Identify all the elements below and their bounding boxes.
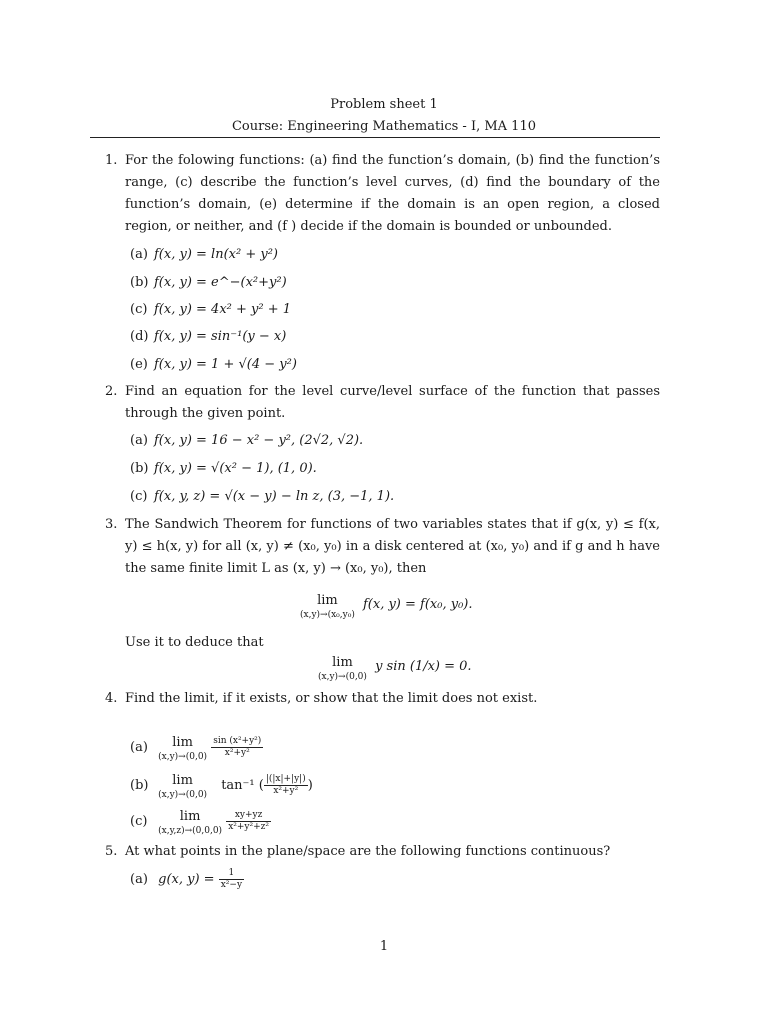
problem-5-number: 5. [105,844,118,859]
sheet-title: Problem sheet 1 [330,97,438,112]
page-number: 1 [379,939,389,954]
problem-1-item-b: (b) f(x, y) = e^−(x²+y²) [130,275,287,290]
problem-4-number: 4. [105,691,118,706]
problem-3-text: The Sandwich Theorem for functions of two variables states that if g(x, y) ≤ f(x, y) ≤ h(x, y) for all (x, y) ≠ (x₀, y₀) in a disk centered at (x₀, y₀) and if g and h have the same finite limit L as (x, y) → (x₀, y₀), then [125,517,660,576]
problem-3-use-text: Use it to deduce that [125,635,264,650]
problem-5-item-a: (a) g(x, y) = $\frac{1}{\text{x²−y}}$ [130,868,243,890]
problem-2-item-c: (c) f(x, y, z) = √(x − y) − ln z, (3, −1, 1). [130,489,395,504]
problem-4-item-c: (c) lim (x,y,z)→(0,0,0) $\frac{xy+yz}{\text{x²+y²+z²}}$ [130,809,270,836]
problem-1-item-a: (a) f(x, y) = ln(x² + y²) [130,247,278,262]
problem-2-item-a: (a) f(x, y) = 16 − x² − y², (2√2, √2). [130,433,364,448]
problem-4-text: Find the limit, if it exists, or show that the limit does not exist. [125,691,538,706]
problem-1-item-c: (c) f(x, y) = 4x² + y² + 1 [130,302,292,317]
problem-1-text: For the folowing functions: (a) find the function’s domain, (b) find the function’s range, (c) describe the function’s level curves, (d) find the boundary of the function’s domain, (e) determine if the domain is an open region, a closed region, or neither, and (f ) decide if the domain is bounded or unbounded. [125,153,660,234]
course-title: Course: Engineering Mathematics - I, MA 110 [231,119,536,134]
problem-4-item-b: (b) lim (x,y)→(0,0) tan⁻¹ ( $\frac{|(|x|+|y|)}{\text{x²+y²}}$ ) [130,773,313,800]
problem-1-number: 1. [105,153,118,168]
header-rule [90,137,660,138]
problem-2-item-b: (b) f(x, y) = √(x² − 1), (1, 0). [130,461,317,476]
problem-1-item-e: (e) f(x, y) = 1 + √(4 − y²) [130,357,297,372]
problem-2-number: 2. [105,384,118,399]
problem-2-text: Find an equation for the level curve/level surface of the function that passes through the given point. [125,384,660,421]
problem-1-item-d: (d) f(x, y) = sin⁻¹(y − x) [130,329,287,344]
problem-4-item-a: (a) lim (x,y)→(0,0) $\frac{\text{sin (x²+y²)}}{\text{x²+y²}}$ [130,735,262,762]
problem-3-display-2: lim (x,y)→(0,0) y sin (1/x) = 0. [318,655,472,682]
problem-3-number: 3. [105,517,118,532]
problem-5-text: At what points in the plane/space are the following functions continuous? [125,844,611,859]
problem-3-display-1: lim (x,y)→(x₀,y₀) f(x, y) = f(x₀, y₀). [300,593,473,620]
